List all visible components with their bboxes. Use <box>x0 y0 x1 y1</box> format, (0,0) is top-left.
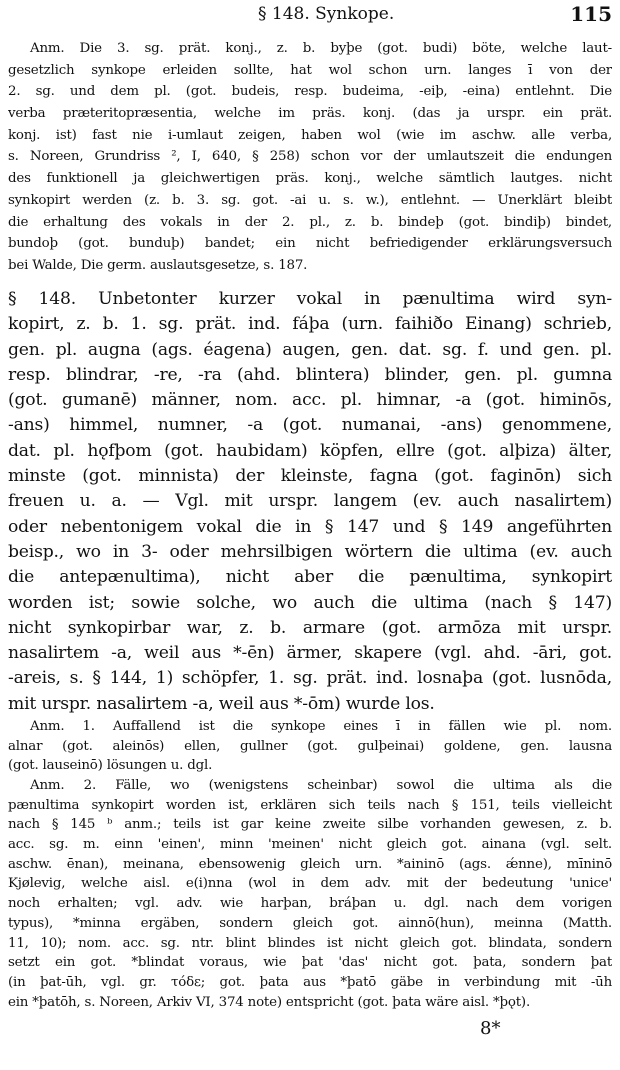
text-line: gesetzlich synkope erleiden sollte, hat wol schon urn. langes ī von der <box>8 62 612 78</box>
text-line: setzt ein got. *blindat voraus, wie þat 'das' nicht got. þata, sondern þat <box>8 955 612 971</box>
text-line: noch erhalten; vgl. adv. wie harþan, bráþan u. dgl. nach dem vorigen <box>8 896 612 912</box>
text-line: Anm. Die 3. sg. prät. konj., z. b. byþe (got. budi) böte, welche laut- <box>30 41 612 56</box>
running-title: § 148. Synkope. <box>258 4 395 24</box>
text-line: -areis, s. § 144, 1) schöpfer, 1. sg. prät. ind. losnaþa (got. lusnōda, <box>8 668 612 689</box>
text-line: minste (got. minnista) der kleinste, fagna (got. faginōn) sich <box>8 466 612 487</box>
text-line: gen. pl. augna (ags. éagena) augen, gen. dat. sg. f. und gen. pl. <box>8 339 612 360</box>
text-line: freuen u. a. — Vgl. mit urspr. langem (ev. auch nasalirtem) <box>8 491 612 512</box>
text-line: die erhaltung des vokals in der 2. pl., z. b. bindeþ (got. bindiþ) bindet, <box>8 214 612 230</box>
text-line: synkopirt werden (z. b. 3. sg. got. -ai u. s. w.), entlehnt. — Unerklärt bleibt <box>8 192 612 208</box>
anm-intro-paragraph <box>8 38 612 277</box>
running-header <box>0 2 620 26</box>
anm-2-note <box>8 776 612 1012</box>
text-line: s. Noreen, Grundriss ², I, 640, § 258) schon vor der umlautszeit die endungen <box>8 149 612 165</box>
signature-mark: 8* <box>480 1018 501 1039</box>
text-line: alnar (got. aleinōs) ellen, gullner (got. gulþeinai) goldene, gen. lausna <box>8 738 612 754</box>
text-line: pænultima synkopirt worden ist, erklären sich teils nach § 151, teils vielleicht <box>8 797 612 813</box>
text-line: worden ist; sowie solche, wo auch die ultima (nach § 147) <box>8 592 612 613</box>
anm-1-note <box>8 717 612 776</box>
text-line: verba præteritopræsentia, welche im präs. konj. (das ja urspr. ein prät. <box>8 106 612 122</box>
text-line: bei Walde, Die germ. auslautsgesetze, s. 187. <box>8 257 308 273</box>
section-148-paragraph <box>8 287 612 717</box>
text-line: -ans) himmel, numner, -a (got. numanai, -ans) genommene, <box>8 415 612 436</box>
text-line: nicht synkopirbar war, z. b. armare (got. armōza mit urspr. <box>8 617 612 638</box>
text-line: aschw. ēnan), meinana, ebensowenig gleich urn. *aininō (ags. ǽnne), mīninō <box>8 856 612 872</box>
text-line: Anm. 1. Auffallend ist die synkope eines ī in fällen wie pl. nom. <box>30 719 612 734</box>
text-line: oder nebentonigem vokal die in § 147 und § 149 angeführten <box>8 516 612 537</box>
text-line: konj. ist) fast nie i-umlaut zeigen, haben wol (wie im aschw. alle verba, <box>8 127 612 143</box>
text-line: 11, 10); nom. acc. sg. ntr. blint blindes ist nicht gleich got. blindata, sondern <box>8 935 612 951</box>
page-number: 115 <box>570 2 612 26</box>
text-line: § 148. Unbetonter kurzer vokal in pænultima wird syn- <box>8 289 612 309</box>
text-line: die antepænultima), nicht aber die pænultima, synkopirt <box>8 567 612 588</box>
text-line: 2. sg. und dem pl. (got. budeis, resp. budeima, -eiþ, -eina) entlehnt. Die <box>8 84 612 100</box>
text-line: typus), *minna ergäben, sondern gleich got. ainnō(hun), meinna (Matth. <box>8 915 612 931</box>
text-line: (got. lauseinō) lösungen u. dgl. <box>8 758 213 774</box>
text-line: des funktionell ja gleichwertigen präs. konj., welche sämtlich lautges. nicht <box>8 171 612 187</box>
text-line: Kjølevig, welche aisl. e(i)nna (wol in dem adv. mit der bedeutung 'unice' <box>8 876 612 892</box>
text-line: nasalirtem -a, weil aus *-ēn) ärmer, skapere (vgl. ahd. -āri, got. <box>8 643 612 664</box>
text-line: Anm. 2. Fälle, wo (wenigstens scheinbar) sowol die ultima als die <box>30 778 612 793</box>
text-line: dat. pl. hǫfþom (got. haubidam) köpfen, ellre (got. alþiza) älter, <box>8 440 612 461</box>
text-line: acc. sg. m. einn 'einen', minn 'meinen' nicht gleich got. ainana (vgl. selt. <box>8 837 612 853</box>
text-line: bundoþ (got. bunduþ) bandet; ein nicht befriedigender erklärungsversuch <box>8 236 612 252</box>
text-line: beisp., wo in 3- oder mehrsilbigen wörtern die ultima (ev. auch <box>8 541 612 562</box>
text-line: ein *þatōh, s. Noreen, Arkiv VI, 374 note) entspricht (got. þata wäre aisl. *þǫt). <box>8 994 531 1010</box>
text-line: nach § 145 ᵇ anm.; teils ist gar keine zweite silbe vorhanden gewesen, z. b. <box>8 817 612 833</box>
text-line: (got. gumanē) männer, nom. acc. pl. himnar, -a (got. himinōs, <box>8 390 612 411</box>
text-line: mit urspr. nasalirtem -a, weil aus *-ōm) wurde los. <box>8 693 435 714</box>
text-line: (in þat-ūh, vgl. gr. τόδε; got. þata aus *þatō gäbe in verbindung mit -ūh <box>8 974 612 990</box>
text-line: resp. blindrar, -re, -ra (ahd. blintera) blinder, gen. pl. gumna <box>8 364 612 385</box>
text-line: kopirt, z. b. 1. sg. prät. ind. fáþa (urn. faihiðo Einang) schrieb, <box>8 314 612 335</box>
